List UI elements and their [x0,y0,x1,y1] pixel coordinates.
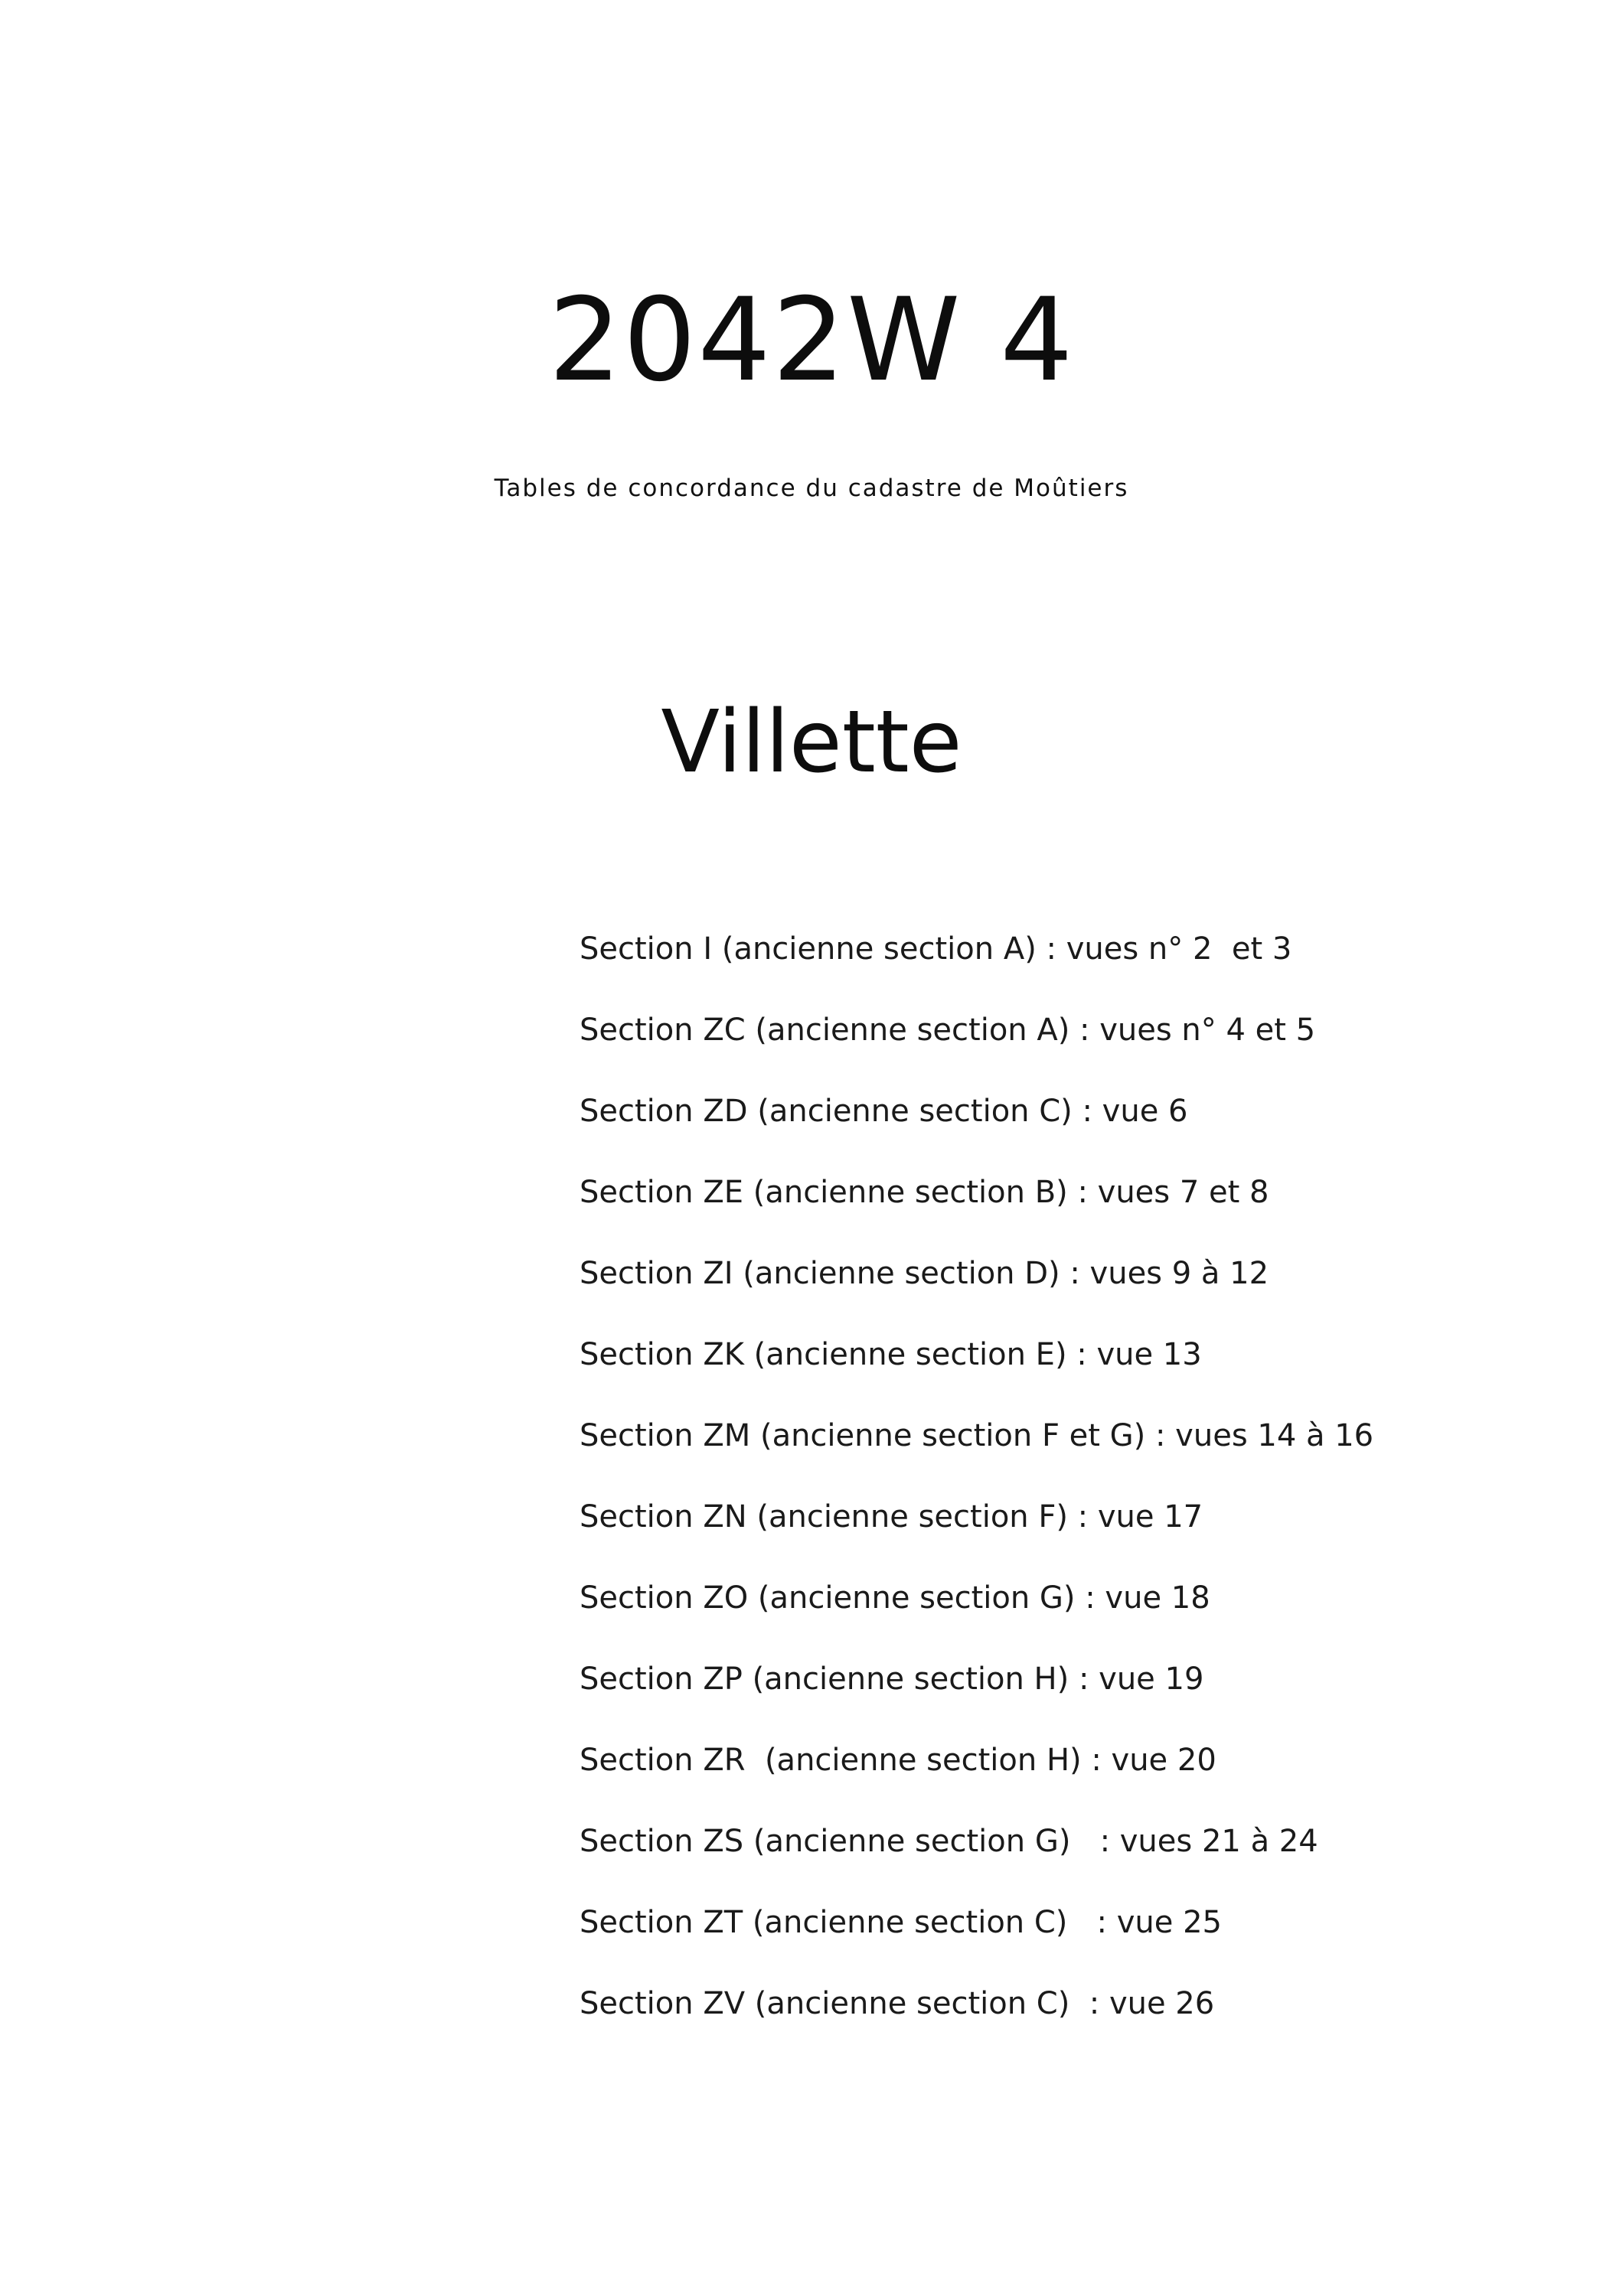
section-line-zm: Section ZM (ancienne section F et G) : vues 14 à 16 [580,1418,1374,1453]
section-list [580,918,1575,2054]
place-name: Villette [661,693,962,792]
section-line-zp: Section ZP (ancienne section H) : vue 19 [580,1662,1204,1697]
section-line-zr: Section ZR (ancienne section H) : vue 20 [580,1743,1216,1778]
section-line-zn: Section ZN (ancienne section F) : vue 17 [580,1499,1203,1534]
section-line-zo: Section ZO (ancienne section G) : vue 18 [580,1580,1210,1616]
section-line-zc: Section ZC (ancienne section A) : vues n° 4 et 5 [580,1013,1316,1048]
section-line-zs: Section ZS (ancienne section G) : vues 21 à 24 [580,1824,1318,1859]
document-title: 2042W 4 [548,274,1075,407]
document-subtitle: Tables de concordance du cadastre de Moûtiers [494,475,1129,502]
section-line-i: Section I (ancienne section A) : vues n° 2 et 3 [580,931,1292,967]
section-line-zt: Section ZT (ancienne section C) : vue 25 [580,1905,1222,1940]
section-line-zk: Section ZK (ancienne section E) : vue 13 [580,1337,1202,1372]
section-line-zi: Section ZI (ancienne section D) : vues 9 à 12 [580,1256,1269,1291]
section-line-zv: Section ZV (ancienne section C) : vue 26 [580,1986,1215,2021]
section-line-zd: Section ZD (ancienne section C) : vue 6 [580,1094,1188,1129]
section-line-ze: Section ZE (ancienne section B) : vues 7 et 8 [580,1175,1269,1210]
